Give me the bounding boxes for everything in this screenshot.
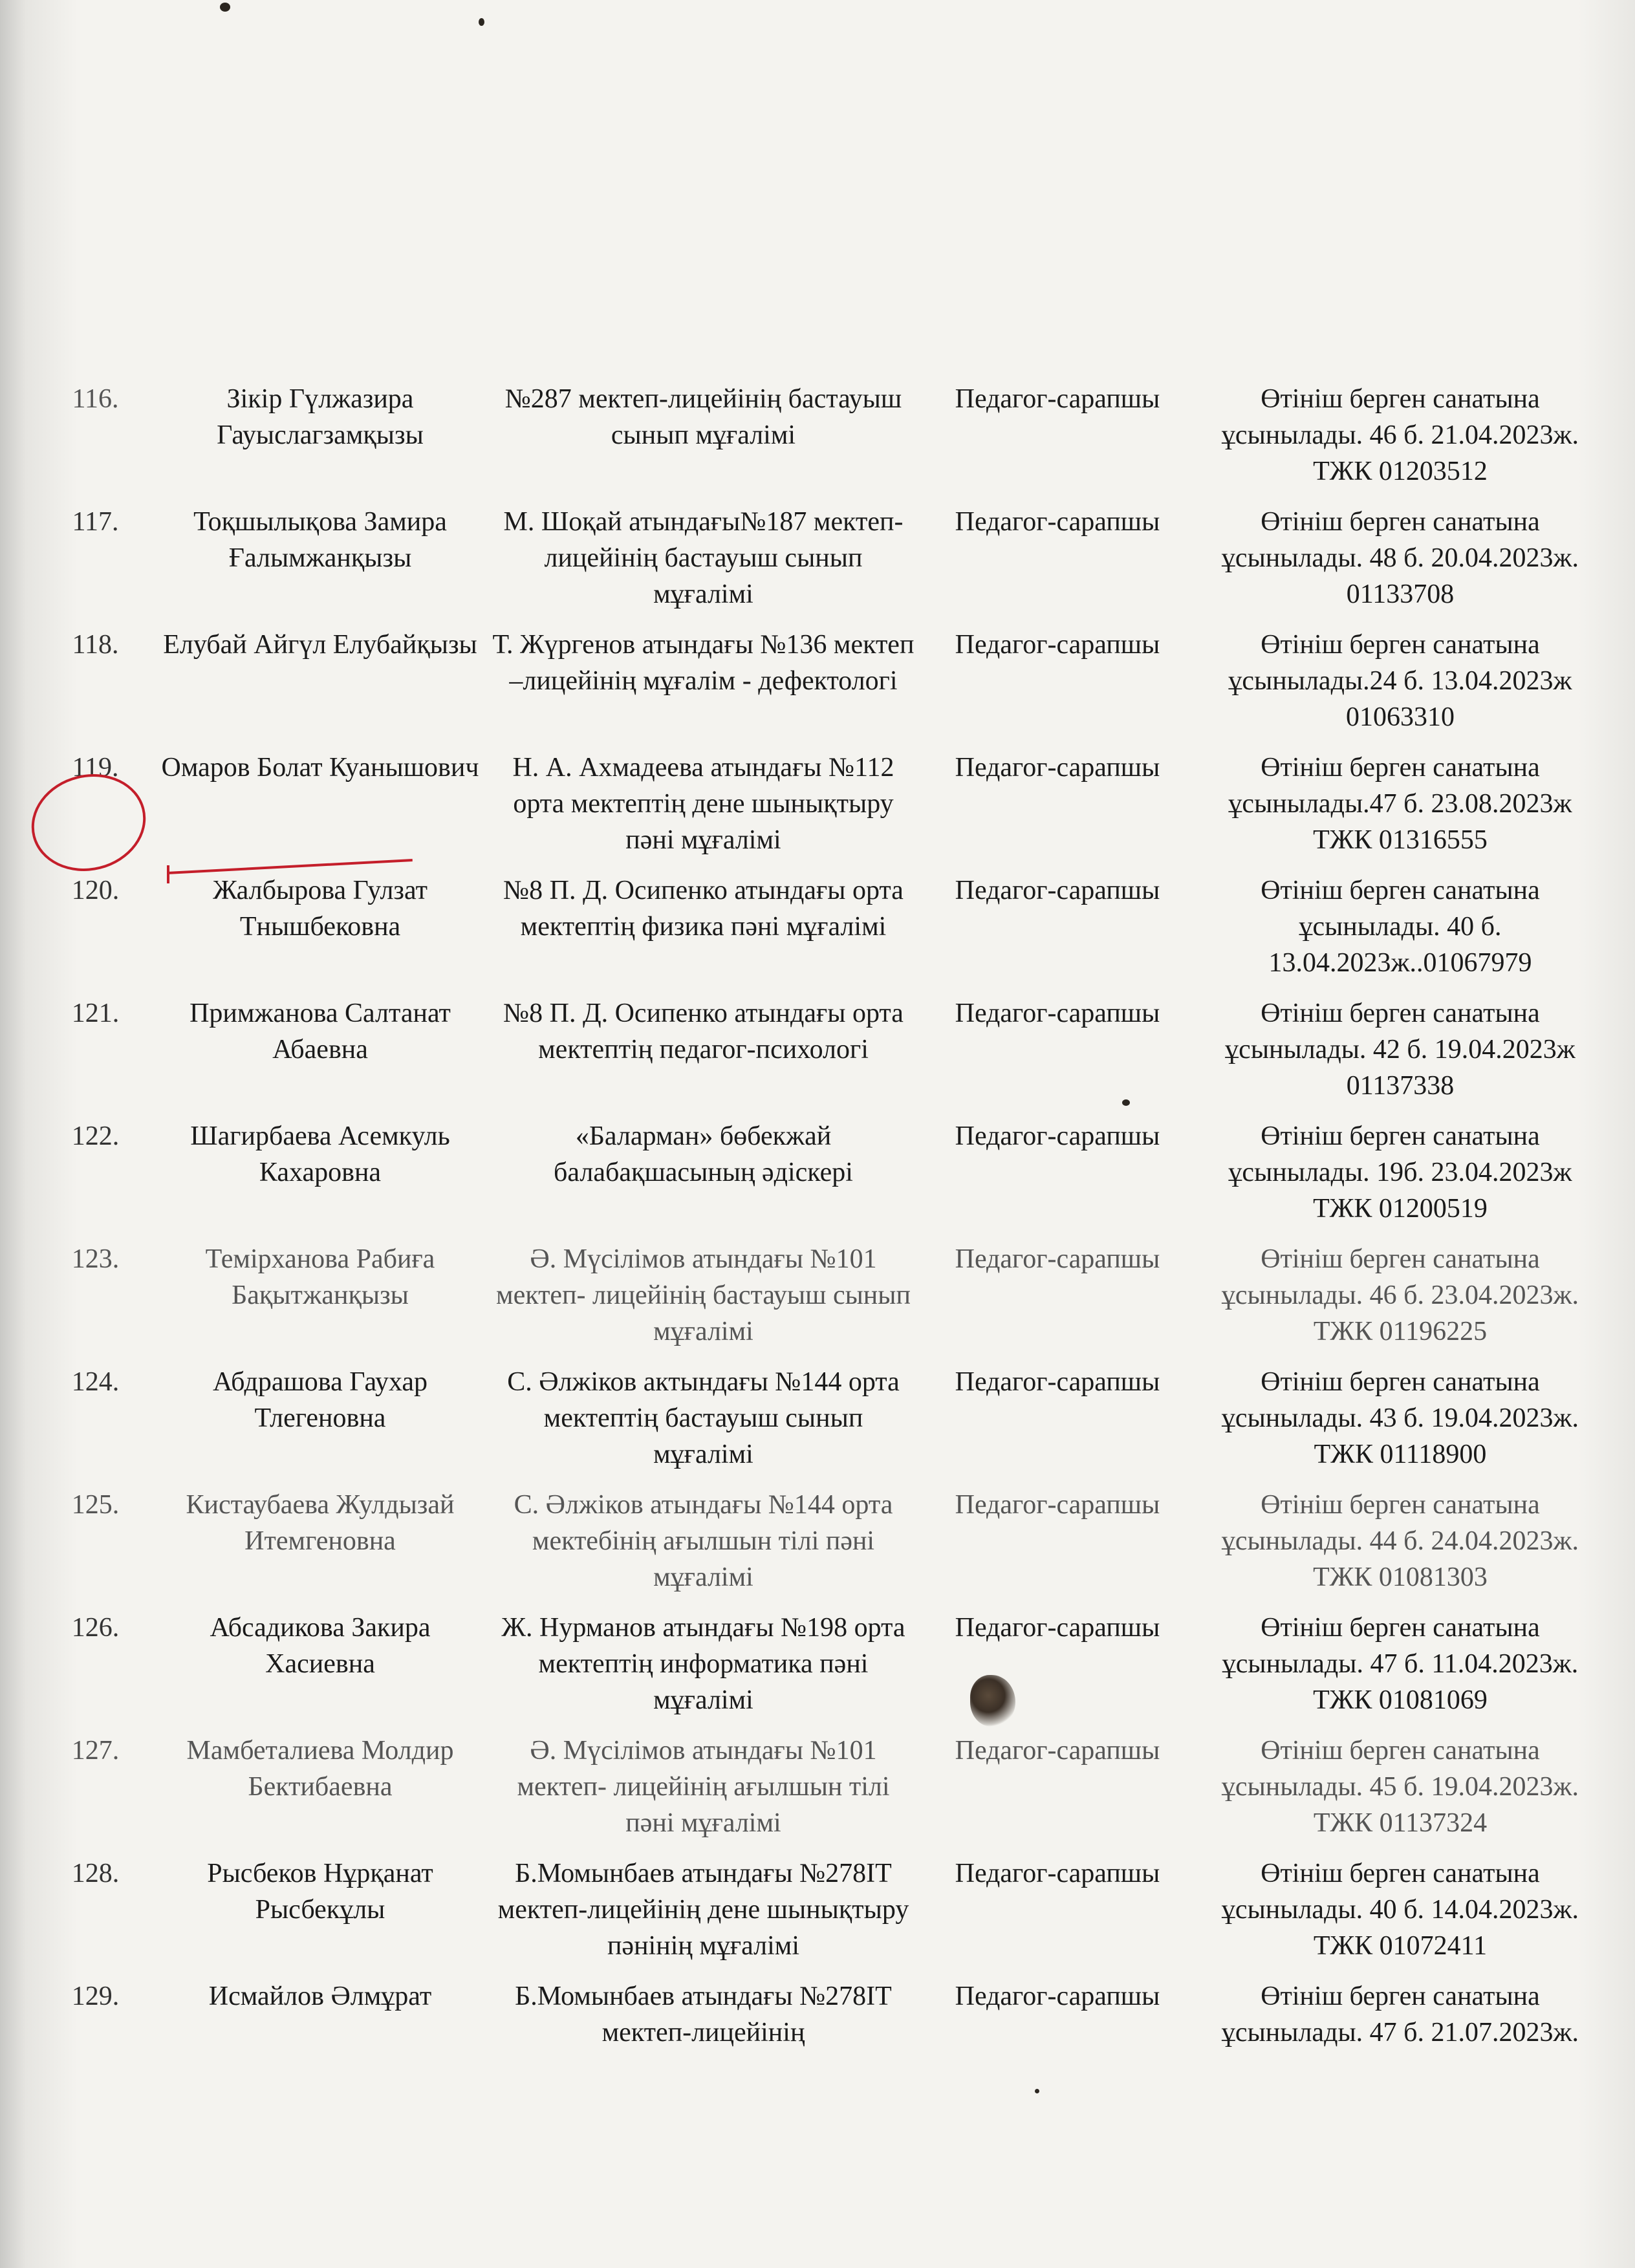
table-row <box>39 1723 1604 1846</box>
teacher-name: Омаров Болат Куанышович <box>161 753 479 783</box>
teacher-position: Ж. Нурманов атындағы №198 орта мектептің информатика пәні мұғалімі <box>501 1613 905 1715</box>
table-row <box>39 372 1604 495</box>
table-row <box>39 1109 1604 1232</box>
category: Педагог-сарапшы <box>955 999 1160 1028</box>
scan-speck <box>1122 1099 1130 1106</box>
result: Өтініш берген санатына ұсынылады. 47 б. 11.04.2023ж. ТЖК 01081069 <box>1222 1613 1579 1715</box>
teacher-name: Примжанова Салтанат Абаевна <box>189 999 451 1064</box>
teacher-position: №8 П. Д. Осипенко атындағы орта мектептің педагог-психологі <box>503 999 904 1064</box>
row-number: 117. <box>72 507 119 537</box>
scan-speck <box>1035 2089 1039 2093</box>
row-number: 129. <box>71 1982 120 2011</box>
category: Педагог-сарапшы <box>955 1736 1160 1766</box>
candidates-table <box>39 372 1604 2087</box>
category: Педагог-сарапшы <box>955 630 1160 660</box>
teacher-name: Жалбырова Гулзат Тнышбековна <box>213 876 428 942</box>
table-row <box>39 1601 1604 1723</box>
result: Өтініш берген санатына ұсынылады. 44 б. 24.04.2023ж. ТЖК 01081303 <box>1221 1490 1579 1592</box>
table-row <box>39 1232 1604 1355</box>
table-row <box>39 986 1604 1109</box>
teacher-name: Тоқшылықова Замира Ғалымжанқызы <box>193 507 447 573</box>
teacher-position: С. Әлжіков атындағы №144 орта мектебінің ағылшын тілі пәні мұғалімі <box>514 1490 893 1592</box>
candidates-table-body <box>39 372 1604 2087</box>
row-number: 128. <box>71 1859 120 1888</box>
category: Педагог-сарапшы <box>955 876 1160 905</box>
row-number: 119. <box>72 753 119 783</box>
teacher-position: Ә. Мүсілімов атындағы №101 мектеп- лицейінің ағылшын тілі пәні мұғалімі <box>517 1736 890 1838</box>
row-number: 120. <box>71 876 120 905</box>
result: Өтініш берген санатына ұсынылады. 19б. 23.04.2023ж ТЖК 01200519 <box>1228 1121 1572 1224</box>
category: Педагог-сарапшы <box>955 1121 1160 1151</box>
result: Өтініш берген санатына ұсынылады. 48 б. 20.04.2023ж. 01133708 <box>1221 507 1579 609</box>
teacher-name: Исмайлов Әлмұрат <box>208 1982 432 2011</box>
teacher-position: №8 П. Д. Осипенко атындағы орта мектептің физика пәні мұғалімі <box>503 876 904 942</box>
teacher-name: Кистаубаева Жулдызай Итемгеновна <box>186 1490 455 1556</box>
result: Өтініш берген санатына ұсынылады. 47 б. 21.07.2023ж. <box>1221 1982 1579 2047</box>
teacher-name: Абдрашова Гаухар Тлегеновна <box>212 1367 428 1433</box>
teacher-position: Б.Момынбаев атындағы №278IT мектеп-лицейінің <box>515 1982 892 2047</box>
blank-top-margin <box>0 0 1635 362</box>
table-row <box>39 863 1604 986</box>
category: Педагог-сарапшы <box>955 1244 1160 1274</box>
table-row <box>39 1355 1604 1478</box>
row-number: 118. <box>72 630 119 660</box>
teacher-name: Зікір Гүлжазира Гауыслагзамқызы <box>217 384 424 450</box>
row-number: 122. <box>71 1121 120 1151</box>
row-number: 125. <box>71 1490 120 1520</box>
teacher-name: Рысбеков Нұрқанат Рысбекұлы <box>207 1859 433 1925</box>
result: Өтініш берген санатына ұсынылады. 43 б. 19.04.2023ж. ТЖК 01118900 <box>1221 1367 1579 1469</box>
teacher-position: М. Шоқай атындағы№187 мектеп- лицейінің бастауыш сынып мұғалімі <box>503 507 904 609</box>
scan-speck <box>479 18 484 26</box>
teacher-name: Мамбеталиева Молдир Бектибаевна <box>186 1736 454 1802</box>
teacher-name: Шагирбаева Асемкуль Кахаровна <box>190 1121 450 1187</box>
category: Педагог-сарапшы <box>955 753 1160 783</box>
teacher-position: Б.Момынбаев атындағы №278IT мектеп-лицейінің дене шынықтыру пәнінің мұғалімі <box>497 1859 909 1961</box>
result: Өтініш берген санатына ұсынылады. 46 б. 21.04.2023ж. ТЖК 01203512 <box>1221 384 1579 486</box>
teacher-position: С. Әлжіков актындағы №144 орта мектептің бастауыш сынып мұғалімі <box>507 1367 900 1469</box>
teacher-name: Абсадикова Закира Хасиевна <box>210 1613 431 1679</box>
table-row <box>39 740 1604 863</box>
result: Өтініш берген санатына ұсынылады. 45 б. 19.04.2023ж. ТЖК 01137324 <box>1221 1736 1579 1838</box>
row-number: 126. <box>71 1613 120 1643</box>
category: Педагог-сарапшы <box>955 384 1160 414</box>
teacher-name: Темірханова Рабиға Бақытжанқызы <box>205 1244 435 1310</box>
teacher-position: Т. Жүргенов атындағы №136 мектеп –лицейінің мұғалім - дефектологі <box>492 630 915 696</box>
category: Педагог-сарапшы <box>955 1859 1160 1888</box>
result: Өтініш берген санатына ұсынылады. 42 б. 19.04.2023ж 01137338 <box>1225 999 1575 1101</box>
result: Өтініш берген санатына ұсынылады. 40 б. 14.04.2023ж. ТЖК 01072411 <box>1221 1859 1579 1961</box>
row-number: 123. <box>71 1244 120 1274</box>
row-number: 127. <box>71 1736 120 1766</box>
result: Өтініш берген санатына ұсынылады. 46 б. 23.04.2023ж. ТЖК 01196225 <box>1221 1244 1579 1346</box>
table-row <box>39 1846 1604 1969</box>
table-row <box>39 1478 1604 1601</box>
result: Өтініш берген санатына ұсынылады. 40 б. 13.04.2023ж..01067979 <box>1261 876 1540 978</box>
teacher-position: Н. А. Ахмадеева атындағы №112 орта мектептің дене шынықтыру пәні мұғалімі <box>512 753 894 855</box>
ink-blot <box>970 1675 1015 1727</box>
category: Педагог-сарапшы <box>955 1367 1160 1397</box>
row-number: 124. <box>71 1367 120 1397</box>
category: Педагог-сарапшы <box>955 507 1160 537</box>
category: Педагог-сарапшы <box>955 1490 1160 1520</box>
table-row <box>39 495 1604 618</box>
teacher-name: Елубай Айгүл Елубайқызы <box>163 630 477 660</box>
table-row <box>39 1969 1604 2087</box>
teacher-position: «Баларман» бөбекжай балабақшасының әдіскері <box>554 1121 853 1187</box>
result: Өтініш берген санатына ұсынылады.47 б. 23.08.2023ж ТЖК 01316555 <box>1228 753 1572 855</box>
row-number: 116. <box>72 384 119 414</box>
table-row <box>39 618 1604 740</box>
scan-speck <box>220 3 230 12</box>
category: Педагог-сарапшы <box>955 1982 1160 2011</box>
teacher-position: Ә. Мүсілімов атындағы №101 мектеп- лицейінің бастауыш сынып мұғалімі <box>496 1244 911 1346</box>
red-pen-tick-mark <box>167 865 169 883</box>
category: Педагог-сарапшы <box>955 1613 1160 1643</box>
result: Өтініш берген санатына ұсынылады.24 б. 13.04.2023ж 01063310 <box>1228 630 1572 732</box>
row-number: 121. <box>71 999 120 1028</box>
teacher-position: №287 мектеп-лицейінің бастауыш сынып мұғалімі <box>504 384 902 450</box>
